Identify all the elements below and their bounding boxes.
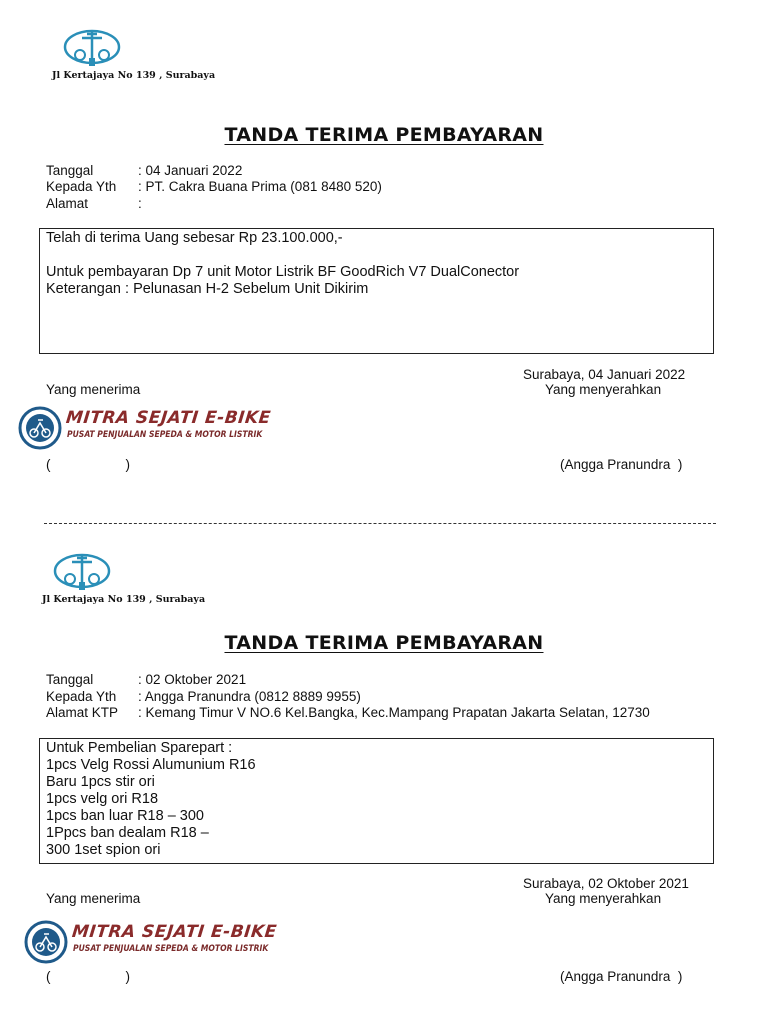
field-label-address: Alamat KTP [46, 705, 119, 720]
company-stamp [18, 406, 272, 450]
company-address: Jl Kertajaya No 139 , Surabaya [42, 594, 206, 605]
page-title: TANDA TERIMA PEMBAYARAN [224, 632, 544, 654]
company-address: Jl Kertajaya No 139 , Surabaya [52, 70, 216, 81]
receiver-signature: ( ) [46, 457, 131, 472]
field-value-address: : [138, 196, 142, 211]
stamp-name: MITRA SEJATI E-BIKE [64, 408, 272, 428]
field-value-date: : 02 Oktober 2021 [138, 672, 247, 687]
giver-label: Yang menyerahkan [545, 382, 662, 397]
company-stamp [24, 920, 278, 964]
stamp-emblem-icon [24, 920, 68, 964]
box-line: 1pcs Velg Rossi Alumunium R16 [46, 757, 256, 773]
receiver-label: Yang menerima [46, 382, 141, 397]
stamp-subtitle: PUSAT PENJUALAN SEPEDA & MOTOR LISTRIK [73, 944, 269, 954]
box-line: 1Ppcs ban dealam R18 – [46, 825, 209, 841]
box-line: Untuk pembayaran Dp 7 unit Motor Listrik BF GoodRich V7 DualConector [46, 264, 520, 280]
giver-label: Yang menyerahkan [545, 891, 662, 906]
box-line: Telah di terima Uang sebesar Rp 23.100.000,- [46, 230, 343, 246]
stamp-subtitle: PUSAT PENJUALAN SEPEDA & MOTOR LISTRIK [67, 430, 263, 440]
field-value-recipient: : Angga Pranundra (0812 8889 9955) [138, 689, 361, 704]
scooter-logo-icon [60, 28, 130, 70]
giver-signature: (Angga Pranundra ) [560, 457, 683, 472]
receiver-signature: ( ) [46, 969, 131, 984]
box-line [46, 247, 713, 264]
stamp-name: MITRA SEJATI E-BIKE [70, 922, 278, 942]
company-logo [52, 28, 242, 100]
stamp-emblem-icon [18, 406, 62, 450]
box-line: 1pcs ban luar R18 – 300 [46, 808, 204, 824]
payment-details-box [39, 228, 714, 354]
page-title: TANDA TERIMA PEMBAYARAN [224, 124, 544, 146]
place-date: Surabaya, 04 Januari 2022 [523, 367, 686, 382]
field-label-date: Tanggal [46, 163, 94, 178]
receiver-label: Yang menerima [46, 891, 141, 906]
giver-signature: (Angga Pranundra ) [560, 969, 683, 984]
cut-line-divider [44, 523, 716, 524]
field-value-date: : 04 Januari 2022 [138, 163, 243, 178]
field-label-address: Alamat [46, 196, 89, 211]
field-value-address: : Kemang Timur V NO.6 Kel.Bangka, Kec.Mampang Prapatan Jakarta Selatan, 12730 [138, 705, 650, 720]
place-date: Surabaya, 02 Oktober 2021 [523, 876, 689, 891]
box-line: Keterangan : Pelunasan H-2 Sebelum Unit Dikirim [46, 281, 369, 297]
company-logo [42, 552, 232, 624]
payment-details-box [39, 738, 714, 864]
box-line: Untuk Pembelian Sparepart : [46, 740, 233, 756]
box-line: 300 1set spion ori [46, 842, 161, 858]
field-label-date: Tanggal [46, 672, 94, 687]
field-label-recipient: Kepada Yth [46, 179, 117, 194]
box-line: 1pcs velg ori R18 [46, 791, 159, 807]
box-line: Baru 1pcs stir ori [46, 774, 155, 790]
scooter-logo-icon [50, 552, 120, 594]
field-label-recipient: Kepada Yth [46, 689, 117, 704]
field-value-recipient: : PT. Cakra Buana Prima (081 8480 520) [138, 179, 382, 194]
